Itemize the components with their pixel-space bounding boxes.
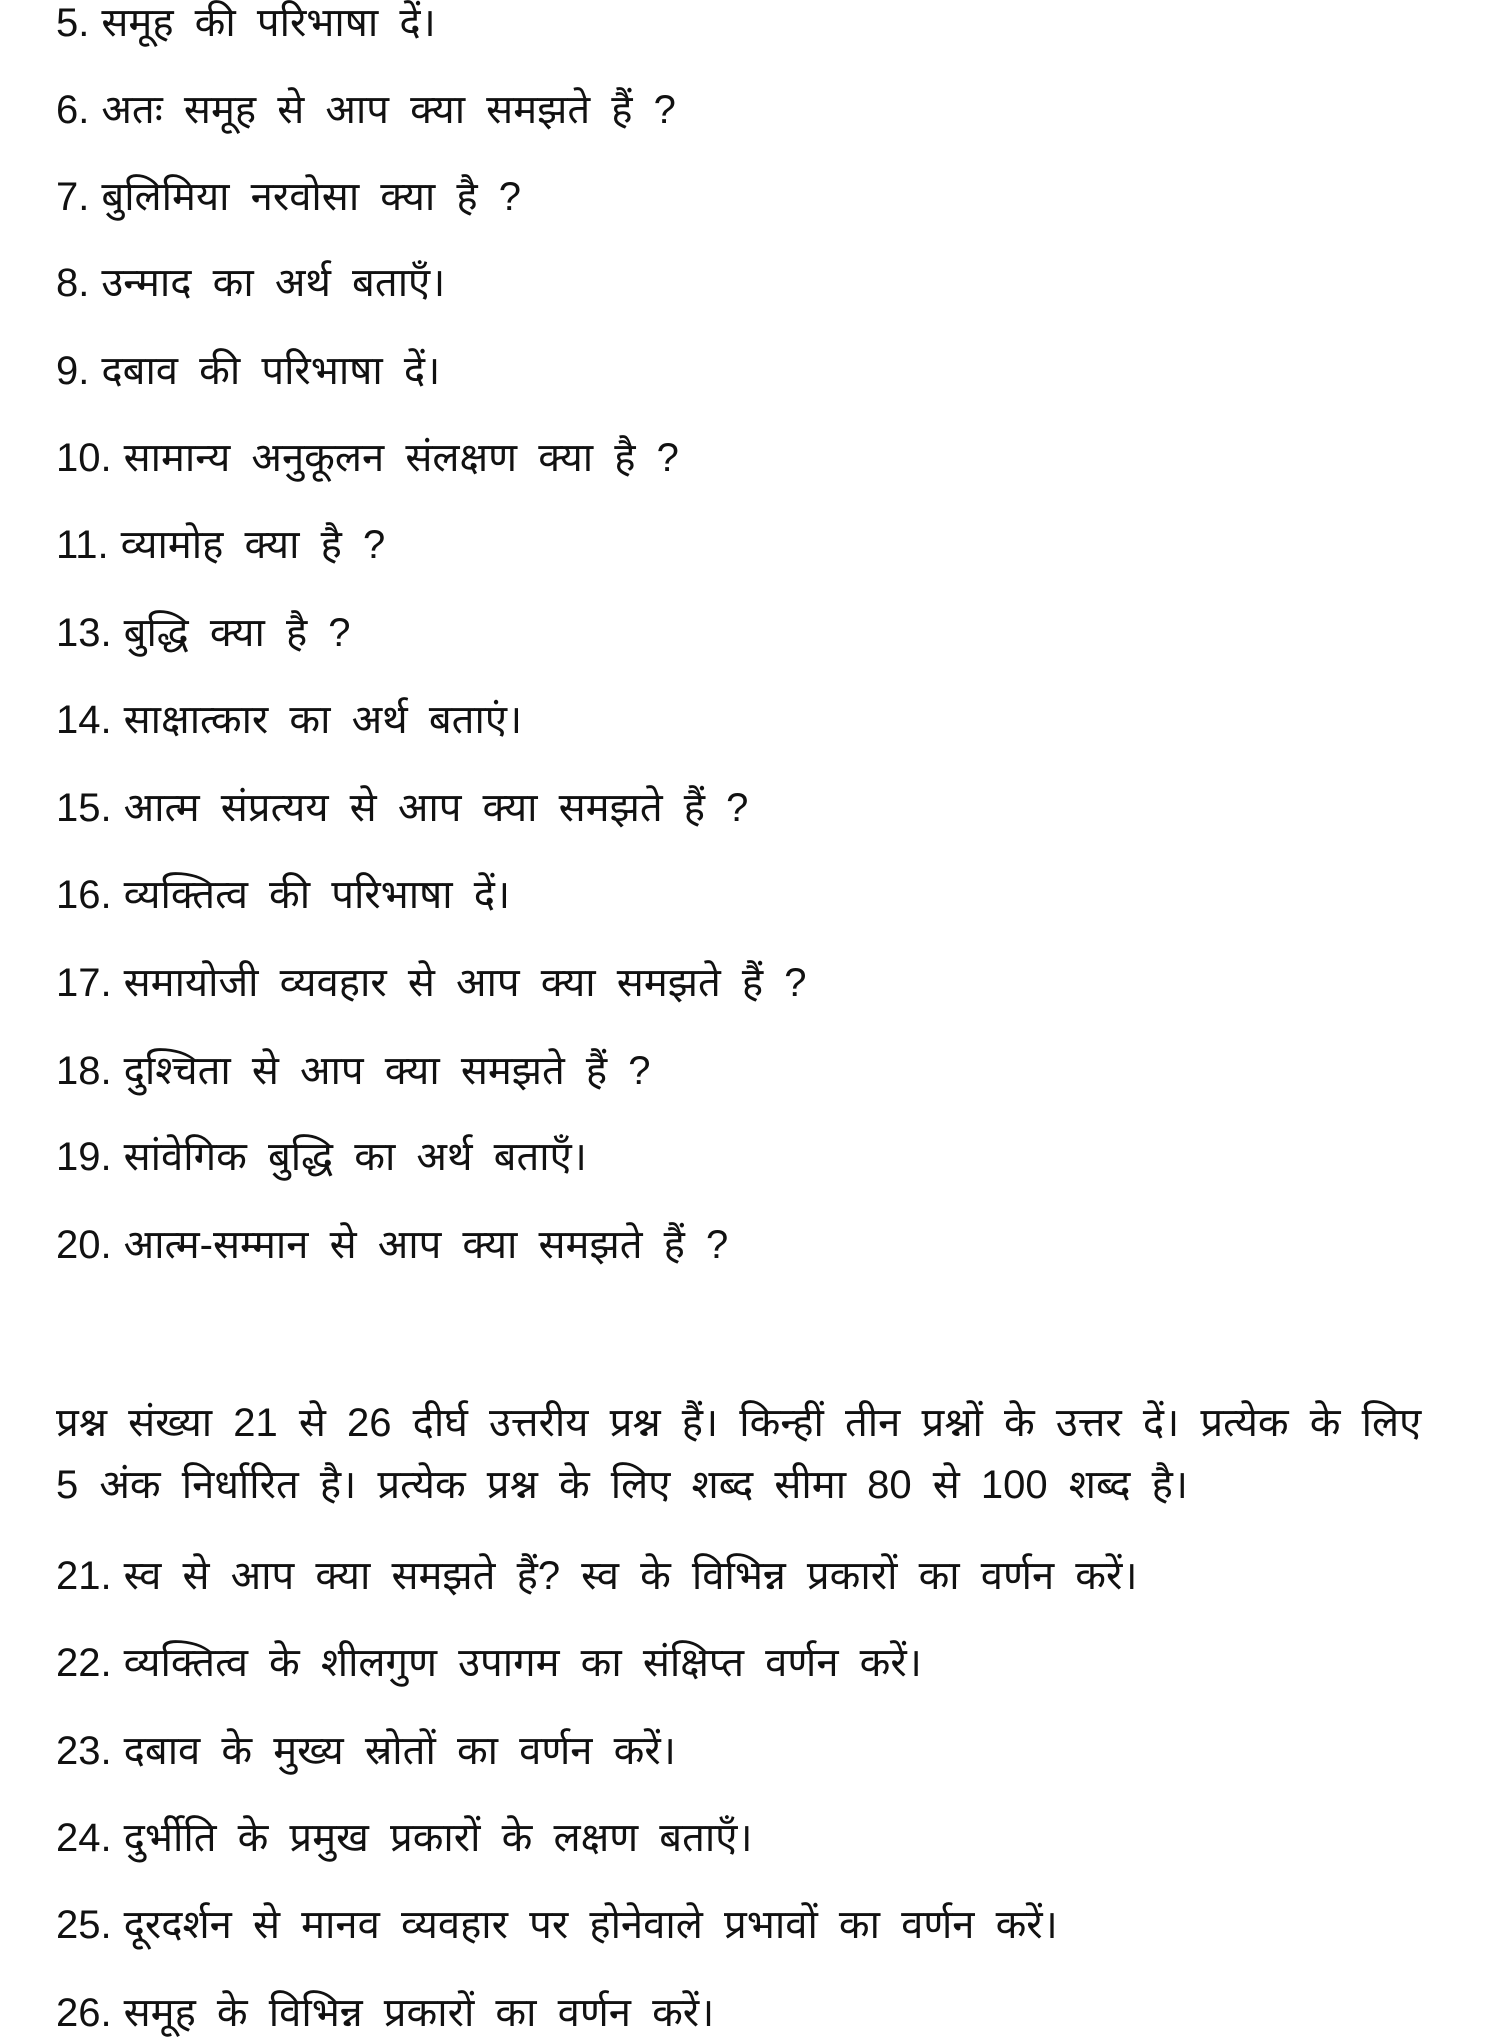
question-text: व्यामोह क्या है ? [120, 523, 386, 567]
question-item [56, 347, 440, 395]
question-text: सांवेगिक बुद्धि का अर्थ बताएँ। [123, 1135, 587, 1179]
question-number: 21. [56, 1554, 112, 1598]
question-item [56, 609, 351, 657]
question-number: 26. [56, 1991, 112, 2035]
question-item [56, 1639, 922, 1687]
question-number: 20. [56, 1223, 112, 1267]
question-number: 18. [56, 1049, 112, 1093]
question-item [56, 434, 679, 482]
question-text: दुर्भीति के प्रमुख प्रकारों के लक्षण बताएँ। [123, 1816, 753, 1860]
long-answer-instructions: प्रश्न संख्या 21 से 26 दीर्घ उत्तरीय प्रश्न हैं। किन्हीं तीन प्रश्नों के उत्तर दें। प्रत्येक के लिए 5 अंक निर्धारित है। प्रत्येक प्रश्न के लिए शब्द सीमा 80 से 100 शब्द है। [56, 1401, 1422, 1507]
question-text: व्यक्तित्व की परिभाषा दें। [123, 873, 511, 917]
question-number: 13. [56, 611, 112, 655]
question-number: 10. [56, 436, 112, 480]
question-item [56, 521, 385, 569]
question-text: आत्म-सम्मान से आप क्या समझते हैं ? [123, 1223, 729, 1267]
question-number: 5. [56, 1, 90, 45]
question-number: 25. [56, 1903, 112, 1947]
question-number: 7. [56, 175, 90, 219]
question-number: 14. [56, 698, 112, 742]
question-text: दुश्चिता से आप क्या समझते हैं ? [123, 1049, 651, 1093]
question-text: बुद्धि क्या है ? [123, 611, 351, 655]
question-item [56, 871, 510, 919]
question-item [56, 1727, 676, 1775]
question-item [56, 784, 748, 832]
question-item [56, 0, 436, 47]
question-item [56, 173, 521, 221]
question-text: समायोजी व्यवहार से आप क्या समझते हैं ? [123, 961, 807, 1005]
question-item [56, 1901, 1058, 1949]
question-text: अतः समूह से आप क्या समझते हैं ? [101, 88, 676, 132]
question-item [56, 1047, 651, 1095]
question-number: 9. [56, 349, 90, 393]
question-text: साक्षात्कार का अर्थ बताएं। [123, 698, 523, 742]
question-number: 11. [56, 523, 109, 567]
question-text: दबाव के मुख्य स्रोतों का वर्णन करें। [123, 1729, 676, 1773]
question-text: स्व से आप क्या समझते हैं? स्व के विभिन्न प्रकारों का वर्णन करें। [123, 1554, 1138, 1598]
question-number: 15. [56, 786, 112, 830]
question-item [56, 696, 522, 744]
question-text: दूरदर्शन से मानव व्यवहार पर होनेवाले प्रभावों का वर्णन करें। [123, 1903, 1058, 1947]
question-text: समूह की परिभाषा दें। [101, 1, 436, 45]
question-number: 8. [56, 261, 90, 305]
question-number: 24. [56, 1816, 112, 1860]
question-text: दबाव की परिभाषा दें। [101, 349, 441, 393]
question-item [56, 259, 445, 307]
question-number: 23. [56, 1729, 112, 1773]
question-number: 17. [56, 961, 112, 1005]
question-item [56, 959, 807, 1007]
question-text: बुलिमिया नरवोसा क्या है ? [101, 175, 521, 219]
question-text: व्यक्तित्व के शीलगुण उपागम का संक्षिप्त वर्णन करें। [123, 1641, 922, 1685]
question-item [56, 1133, 587, 1181]
question-text: आत्म संप्रत्यय से आप क्या समझते हैं ? [123, 786, 749, 830]
question-text: सामान्य अनुकूलन संलक्षण क्या है ? [123, 436, 679, 480]
question-text: उन्माद का अर्थ बताएँ। [101, 261, 446, 305]
question-item [56, 1814, 753, 1862]
question-item [56, 1552, 1138, 1600]
question-number: 22. [56, 1641, 112, 1685]
question-number: 16. [56, 873, 112, 917]
question-number: 19. [56, 1135, 112, 1179]
question-item [56, 1989, 714, 2037]
question-item [56, 1221, 728, 1269]
question-text: समूह के विभिन्न प्रकारों का वर्णन करें। [123, 1991, 715, 2035]
question-item [56, 86, 676, 134]
question-number: 6. [56, 88, 90, 132]
